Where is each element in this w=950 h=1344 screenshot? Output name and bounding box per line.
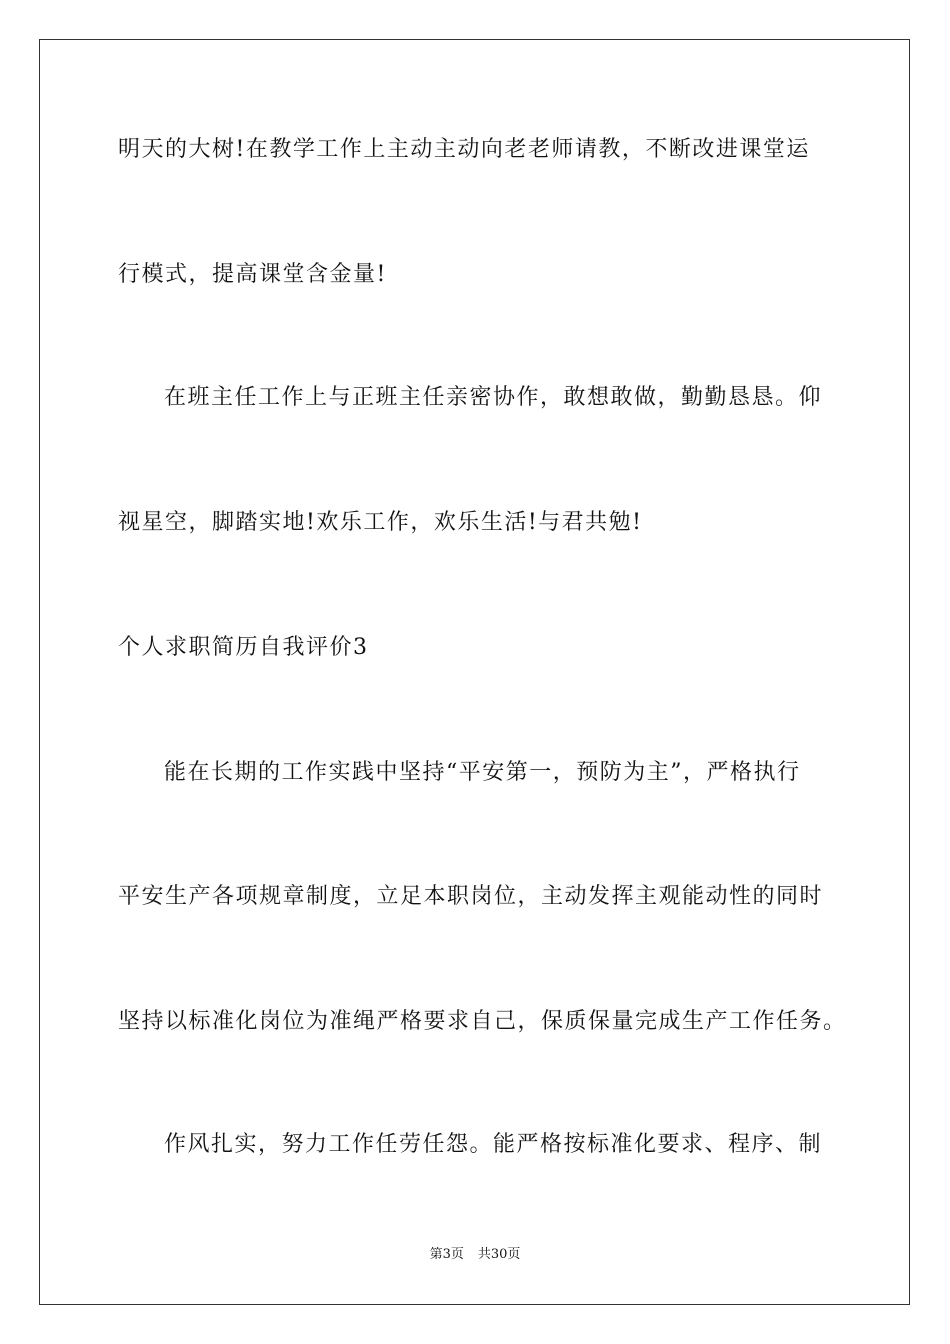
page-total: 共30页 [477,1247,521,1262]
text-line: 行模式，提高课堂含金量! [118,262,387,287]
page-border [39,39,910,1305]
page-number: 第3页 [429,1247,464,1262]
text-line: 平安生产各项规章制度，立足本职岗位，主动发挥主观能动性的同时 [118,884,824,909]
text-line: 坚持以标准化岗位为准绳严格要求自己，保质保量完成生产工作任务。 [118,1009,847,1034]
text-line: 作风扎实，努力工作任劳任怨。能严格按标准化要求、程序、制 [164,1132,823,1157]
text-line: 能在长期的工作实践中坚持“平安第一，预防为主”，严格执行 [164,760,801,785]
text-line: 视星空，脚踏实地!欢乐工作，欢乐生活!与君共勉! [118,510,643,535]
text-line: 明天的大树!在教学工作上主动主动向老老师请教，不断改进课堂运 [118,137,810,162]
page-footer [0,1246,950,1264]
text-line: 在班主任工作上与正班主任亲密协作，敢想敢做，勤勤恳恳。仰 [164,385,823,410]
section-heading: 个人求职简历自我评价3 [118,635,369,660]
